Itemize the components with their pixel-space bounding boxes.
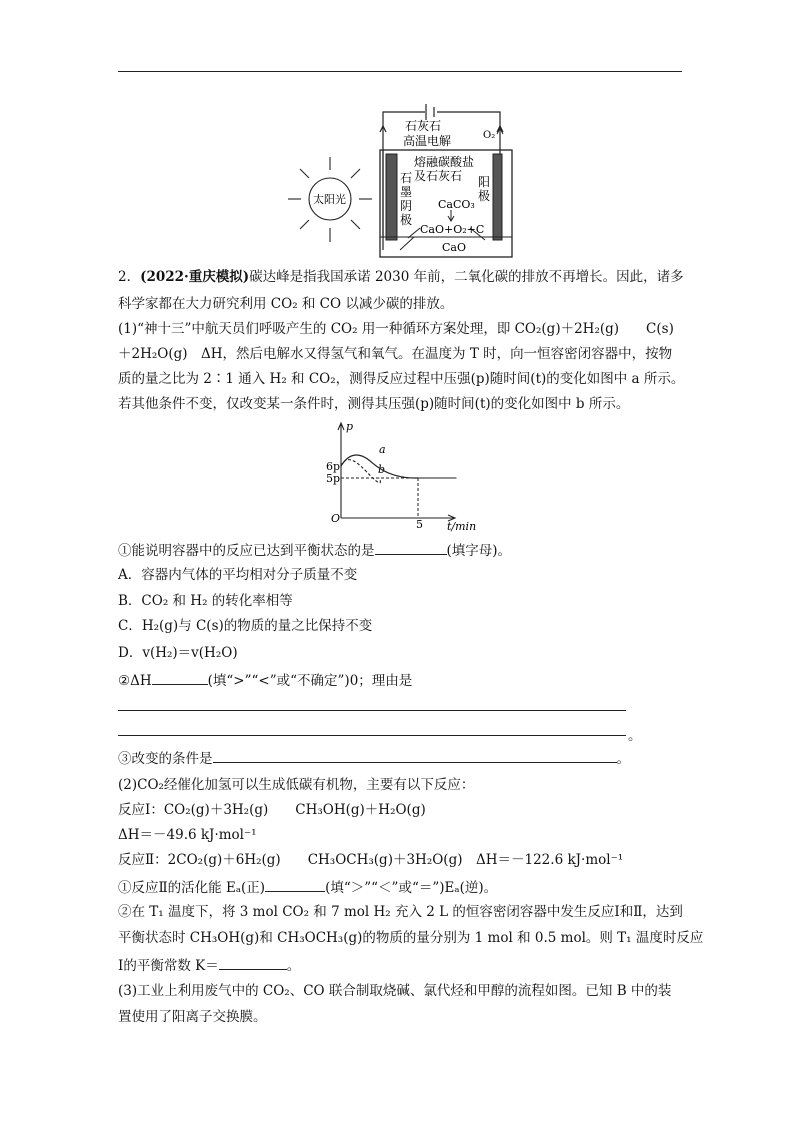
sub1-q2-tail: (填“>”“<”或“不确定”)0；理由是 [207, 673, 413, 689]
anode-char-1: 阳 [478, 175, 491, 189]
q2-source: (2022·重庆模拟) [140, 269, 250, 285]
part2-q2-line3-tail: 。 [286, 958, 301, 974]
q2-part1-line4: 若其他条件不变，仅改变某一条件时，测得其压强(p)随时间(t)的变化如图中 b 所示。 [118, 396, 630, 412]
sub1-q2-head: ②ΔH [118, 673, 152, 689]
q2-intro-line1 [118, 268, 684, 286]
pressure-time-chart [0, 418, 800, 538]
option-d: D．v(H₂)＝v(H₂O) [118, 645, 238, 661]
reaction-1-dh: ΔH＝－49.6 kJ·mol⁻¹ [118, 827, 257, 843]
q2-part1-line2: ＋2H₂O(g) ΔH，然后电解水又得氢气和氧气。在温度为 T 时，向一恒容密闭容器中，按物 [118, 346, 673, 362]
part2-q1-tail: (填“＞”“＜”或“＝”)Eₐ(逆)。 [325, 880, 498, 896]
answer-blank-5[interactable] [219, 955, 287, 970]
series-b-label: b [378, 463, 386, 476]
period-1: 。 [628, 728, 642, 744]
q2-intro-rest: 碳达峰是指我国承诺 2030 年前，二氧化碳的排放不再增长。因此，诸多 [249, 269, 684, 285]
answer-rule-2[interactable] [118, 735, 626, 736]
answer-blank-3[interactable] [213, 748, 617, 763]
q2-intro-line2: 科学家都在大力研究利用 CO₂ 和 CO 以减少碳的排放。 [118, 296, 454, 312]
sub1-q3-text: ③改变的条件是 [118, 751, 213, 767]
q2-part1-line1: (1)“神十三”中航天员们呼吸产生的 CO₂ 用一种循环方案处理，即 CO₂(g)＋2H₂(g) C(s) [118, 321, 674, 337]
header-rule [118, 71, 682, 72]
series-b-curve [341, 460, 380, 483]
label-products: CaO+O₂+C [420, 223, 485, 236]
answer-blank-4[interactable] [265, 877, 325, 892]
cathode-electrode [386, 154, 397, 240]
x-axis-label: t/min [447, 520, 477, 533]
label-and-limestone: 及石灰石 [414, 169, 463, 183]
anode-electrode [493, 154, 502, 240]
cathode-char-4: 极 [400, 213, 413, 227]
origin-label: O [331, 512, 341, 525]
label-o2: O₂ [483, 130, 496, 141]
answer-rule-1[interactable] [118, 710, 626, 711]
part2-q1-head: ①反应Ⅱ的活化能 Eₐ(正) [118, 880, 266, 896]
part2-q2-line3-head: Ⅰ的平衡常数 K＝ [118, 958, 219, 974]
answer-blank-2[interactable] [152, 670, 208, 685]
label-molten-carbonate: 熔融碳酸盐 [414, 155, 475, 169]
reaction-2: 反应Ⅱ：2CO₂(g)＋6H₂(g) CH₃OCH₃(g)＋3H₂O(g) ΔH＝－122.6 kJ·mol⁻¹ [118, 852, 624, 868]
cathode-char-3: 阴 [400, 199, 413, 213]
sub1-q2 [118, 670, 412, 690]
y-tick-5p: 5p [326, 472, 341, 485]
part2-q1 [118, 877, 497, 897]
part2-q2-line3 [118, 955, 300, 975]
sub1-q1-text: ①能说明容器中的反应已达到平衡状态的是 [118, 543, 375, 559]
part2-intro: (2)CO₂经催化加氢可以生成低碳有机物，主要有以下反应： [118, 777, 475, 793]
q2-number: 2． [118, 269, 141, 285]
part3-line2: 置使用了阳离子交换膜。 [118, 1009, 267, 1025]
anode-char-2: 极 [478, 189, 491, 203]
label-limestone: 石灰石 [405, 119, 442, 133]
label-cao: CaO [442, 241, 466, 254]
cathode-char-1: 石 [400, 171, 413, 185]
series-a-label: a [379, 443, 386, 456]
y-tick-6p: 6p [326, 460, 341, 473]
option-c: C．H₂(g)与 C(s)的物质的量之比保持不变 [118, 618, 373, 634]
option-a: A．容器内气体的平均相对分子质量不变 [118, 567, 358, 583]
part3-line1: (3)工业上利用废气中的 CO₂、CO 联合制取烧碱、氯代烃和甲醇的流程如图。已知 B 中的装 [118, 983, 672, 999]
x-tick-5: 5 [416, 518, 423, 531]
sub1-q1-tail: (填字母)。 [446, 543, 512, 559]
option-b: B．CO₂ 和 H₂ 的转化率相等 [118, 593, 293, 609]
part2-q2-line1: ②在 T₁ 温度下，将 3 mol CO₂ 和 7 mol H₂ 充入 2 L 的恒容密闭容器中发生反应Ⅰ和Ⅱ，达到 [118, 904, 683, 920]
q2-part1-line3: 质的量之比为 2∶1 通入 H₂ 和 CO₂，测得反应过程中压强(p)随时间(t)的变化如图中 a 所示。 [118, 371, 685, 387]
answer-blank-1[interactable] [375, 540, 447, 555]
label-sunlight: 太阳光 [313, 193, 346, 206]
cathode-char-2: 墨 [400, 185, 413, 199]
part2-q2-line2: 平衡状态时 CH₃OH(g)和 CH₃OCH₃(g)的物质的量分别为 1 mol 和 0.5 mol。则 T₁ 温度时反应 [118, 930, 704, 946]
y-axis-label: p [346, 420, 354, 433]
period-2: 。 [616, 751, 630, 767]
sub1-q3 [118, 748, 630, 768]
label-high-temp-electrolysis: 高温电解 [403, 134, 452, 148]
reaction-1: 反应Ⅰ：CO₂(g)＋3H₂(g) CH₃OH(g)＋H₂O(g) [118, 802, 426, 818]
sub1-q1 [118, 540, 511, 560]
label-caco3: CaCO₃ [438, 198, 475, 211]
